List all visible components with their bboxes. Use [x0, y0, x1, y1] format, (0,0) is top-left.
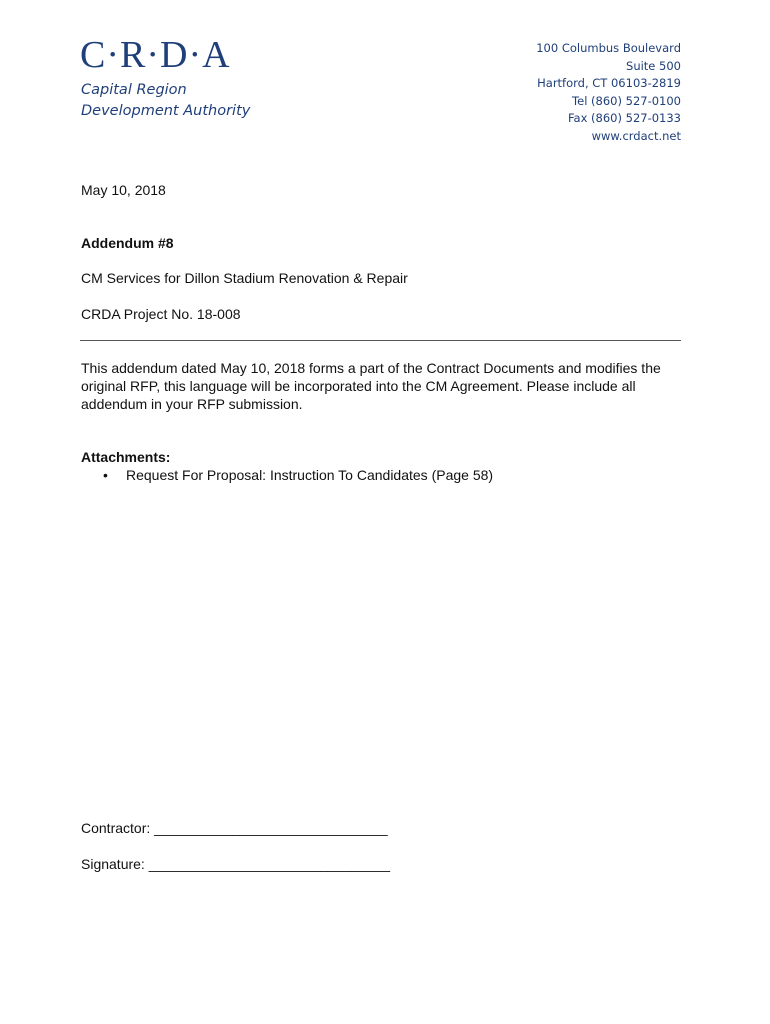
address-city: Hartford, CT 06103-2819: [537, 76, 681, 90]
subject-line: CM Services for Dillon Stadium Renovation & Repair: [81, 270, 408, 286]
address-website[interactable]: www.crdact.net: [591, 128, 681, 143]
divider-rule: [80, 340, 681, 341]
bullet-icon: •: [103, 467, 108, 483]
address-suite: Suite 500: [626, 58, 681, 73]
address-fax: Fax (860) 527-0133: [567, 111, 681, 125]
address-phone: Tel (860) 527-0100: [572, 93, 681, 108]
crda-logo: C·R·D·A: [80, 34, 231, 76]
signature-line: Signature: _______________________________: [81, 856, 391, 872]
attachments-heading: Attachments:: [81, 449, 171, 465]
address-street: 100 Columbus Boulevard: [536, 41, 681, 55]
attachments-list: [81, 466, 493, 484]
body-paragraph: This addendum dated May 10, 2018 forms a part of the Contract Documents and modifies the original RFP, this language will be incorporated into the CM Agreement. Please include all addendum in your RFP submission.: [81, 360, 661, 412]
attachment-label: Request For Proposal: Instruction To Candidates (Page 58): [126, 467, 494, 483]
project-number: CRDA Project No. 18-008: [81, 306, 241, 322]
organization-name-line2: Development Authority: [81, 103, 251, 119]
letter-date: May 10, 2018: [81, 182, 166, 198]
contractor-line: Contractor: ______________________________: [81, 820, 388, 836]
list-item: [81, 466, 493, 484]
addendum-title: Addendum #8: [81, 235, 174, 251]
organization-name-line1: Capital Region: [81, 82, 187, 98]
organization-name: [81, 80, 250, 122]
address-block: [536, 40, 681, 145]
